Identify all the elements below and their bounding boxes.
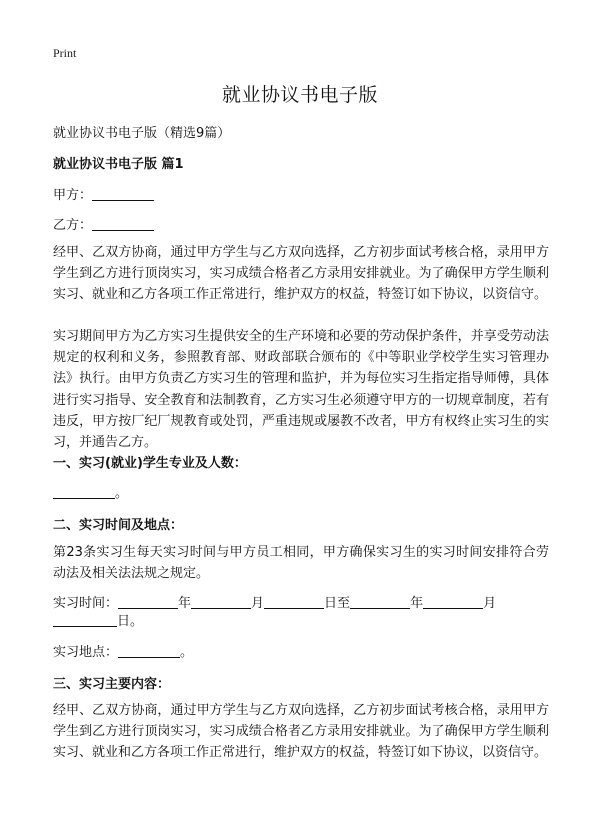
party-b-label: 乙方： (53, 218, 93, 233)
start-day-blank (264, 595, 324, 609)
start-month-blank (191, 595, 251, 609)
location-line (53, 641, 193, 660)
students-blank-line (53, 482, 128, 501)
end-month-unit: 月 (483, 596, 497, 611)
students-blank (53, 485, 115, 499)
end-day-unit: 日。 (117, 614, 144, 629)
heading-time-and-location: 二、实习时间及地点： (53, 518, 184, 533)
heading-main-content: 三、实习主要内容： (53, 677, 171, 692)
start-day-to: 日至 (324, 596, 351, 611)
end-day-blank (53, 613, 117, 627)
start-year-unit: 年 (178, 596, 192, 611)
paragraph-1: 经甲、乙双方协商，通过甲方学生与乙方双向选择，乙方初步面试考核合格，录用甲方学生到乙方进行顶岗实习，实习成绩合格者乙方录用安排就业。为了确保甲方学生顺利实习、就业和乙方各项工作正常进行，维护双方的权益，特签订如下协议，以资信守。 (53, 245, 549, 303)
party-b-line (53, 214, 154, 233)
paragraph-3: 第23条实习生每天实习时间与甲方员工相同，甲方确保实习生的实习时间安排符合劳动法及相关法法规之规定。 (53, 545, 549, 582)
start-month-unit: 月 (251, 596, 265, 611)
end-year-unit: 年 (410, 596, 424, 611)
paragraph-2: 实习期间甲方为乙方实习生提供安全的生产环境和必要的劳动保护条件，并享受劳动法规定的权利和义务，参照教育部、财政部联合颁布的《中等职业学校学生实习管理办法》执行。由甲方负责乙方实习生的管理和监护，并为每位实习生指定指导师傅，具体进行实习指导、安全教育和法制教育，乙方实习生必须遵守甲方的一切规章制度，若有违反，甲方按厂纪厂规教育或处罚，严重违规或屡教不改者，甲方有权终止实习生的实习，并通告乙方。 (53, 329, 549, 451)
period-label: 实习时间： (53, 596, 119, 611)
end-year-blank (350, 595, 410, 609)
end-month-blank (423, 595, 483, 609)
print-label[interactable]: Print (53, 46, 77, 60)
heading-students-and-count: 一、实习(就业)学生专业及人数： (53, 456, 247, 471)
party-a-blank (92, 187, 154, 201)
students-blank-end: 。 (115, 486, 129, 501)
period-line-2 (53, 610, 143, 629)
start-year-blank (118, 595, 178, 609)
document-title: 就业协议书电子版 (221, 84, 378, 106)
location-blank (118, 644, 180, 658)
party-a-label: 甲方： (53, 188, 93, 203)
paragraph-4: 经甲、乙双方协商，通过甲方学生与乙方双向选择，乙方初步面试考核合格，录用甲方学生到乙方进行顶岗实习，实习成绩合格者乙方录用安排就业。为了确保甲方学生顺利实习、就业和乙方各项工作正常进行，维护双方的权益，特签订如下协议，以资信守。 (53, 703, 549, 761)
location-end: 。 (180, 645, 194, 660)
period-line-1 (53, 592, 496, 611)
section-heading: 就业协议书电子版 篇1 (53, 157, 184, 172)
subtitle: 就业协议书电子版（精选9篇） (53, 126, 231, 141)
party-a-line (53, 184, 154, 203)
party-b-blank (92, 217, 154, 231)
location-label: 实习地点： (53, 645, 119, 660)
